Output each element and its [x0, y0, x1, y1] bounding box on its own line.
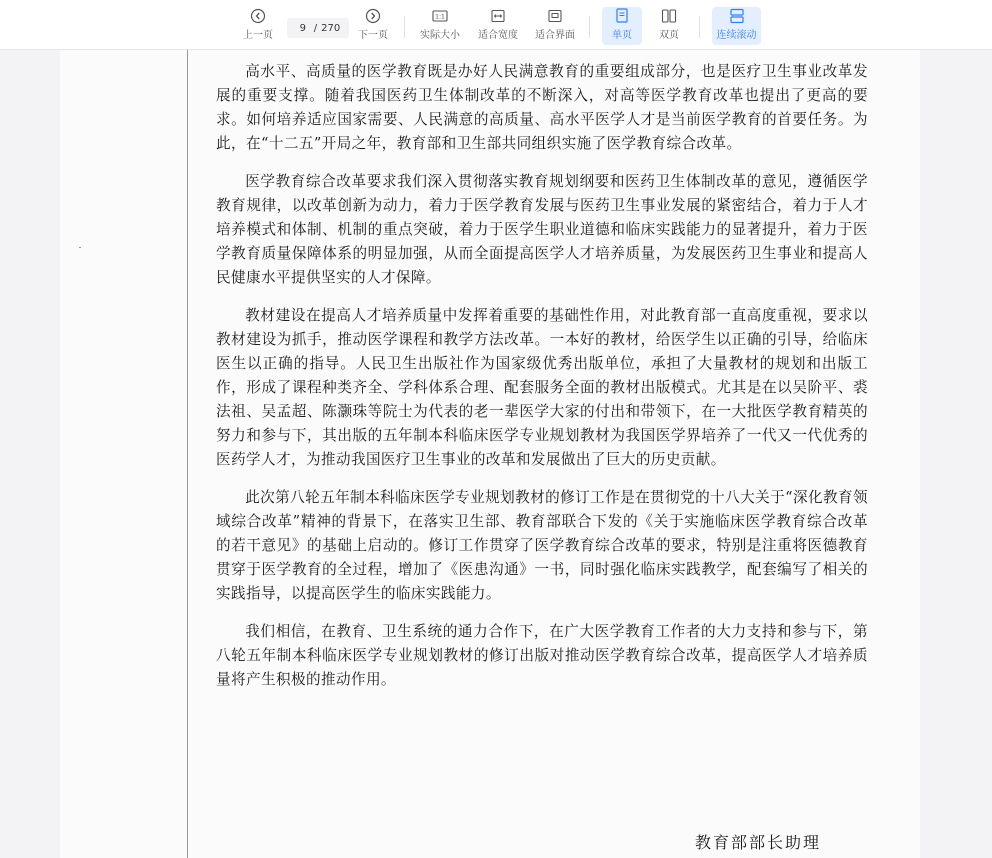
- paragraph: 医学教育综合改革要求我们深入贯彻落实教育规划纲要和医药卫生体制改革的意见，遵循医学教育规律，以改革创新为动力，着力于医学教育发展与医药卫生事业发展的紧密结合，着力于人才培养模式和体制、机制的重点突破，着力于医学生职业道德和临床实践能力的显著提升，着力于医学教育质量保障体系的明显加强，从而全面提高医学人才培养质量，为发展医药卫生事业和提高人民健康水平提供坚实的人才保障。: [216, 173, 868, 286]
- continuous-scroll-label: 连续滚动: [716, 30, 757, 41]
- fit-width-label: 适合宽度: [478, 30, 518, 41]
- actual-size-icon: [432, 7, 448, 25]
- paragraph: 此次第八轮五年制本科临床医学专业规划教材的修订工作是在贯彻党的十八大关于“深化教育领域综合改革”精神的背景下，在落实卫生部、教育部联合下发的《关于实施临床医学教育综合改革的若干意见》的基础上启动的。修订工作贯穿了医学教育综合改革的要求，特别是注重将医德教育贯穿于医学教育的全过程，增加了《医患沟通》一书，同时强化临床实践教学，配套编写了相关的实践指导，以提高医学生的临床实践能力。: [216, 489, 868, 602]
- paragraph: 教材建设在提高人才培养质量中发挥着重要的基础性作用，对此教育部一直高度重视，要求以教材建设为抓手，推动医学课程和教学方法改革。一本好的教材，给医学生以正确的引导，给临床医生以正确的指导。人民卫生出版社作为国家级优秀出版单位，承担了大量教材的规划和出版工作，形成了课程种类齐全、学科体系合理、配套服务全面的教材出版模式。尤其是在以吴阶平、裘法祖、吴孟超、陈灏珠等院士为代表的老一辈医学大家的付出和带领下，在一大批医学教育精英的努力和参与下，其出版的五年制本科临床医学专业规划教材为我国医学界培养了一代又一代优秀的医药学人才，为推动我国医疗卫生事业的改革和发展做出了巨大的历史贡献。: [216, 307, 868, 468]
- double-page-label: 双页: [659, 30, 679, 41]
- actual-size-button[interactable]: [417, 7, 463, 45]
- fit-page-label: 适合界面: [535, 30, 575, 41]
- document-page: [60, 50, 920, 858]
- toolbar-divider: [404, 16, 405, 38]
- scan-speck: [79, 247, 81, 248]
- paragraph: 高水平、高质量的医学教育既是办好人民满意教育的重要组成部分，也是医疗卫生事业改革发展的重要支撑。随着我国医药卫生体制改革的不断深入，对高等医学教育改革也提出了更高的要求。如何培养适应国家需要、人民满意的高质量、高水平医学人才是当前医学教育的首要任务。为此，在“十二五”开局之年，教育部和卫生部共同组织实施了医学教育综合改革。: [216, 63, 868, 152]
- continuous-scroll-button[interactable]: [712, 7, 761, 45]
- continuous-scroll-icon: [729, 7, 745, 25]
- actual-size-label: 实际大小: [420, 30, 460, 41]
- svg-text:1:1: 1:1: [435, 13, 445, 21]
- double-page-button[interactable]: [651, 7, 687, 45]
- chevron-left-circle-icon: [250, 7, 266, 25]
- current-page-input[interactable]: [296, 23, 310, 34]
- toolbar-divider: [589, 16, 590, 38]
- toolbar-divider: [699, 16, 700, 38]
- fit-width-button[interactable]: [475, 7, 521, 45]
- prev-page-label: 上一页: [243, 30, 273, 41]
- fit-page-icon: [547, 7, 563, 25]
- total-pages: 270: [321, 22, 341, 34]
- prev-page-button[interactable]: [240, 7, 276, 45]
- fit-page-button[interactable]: [532, 7, 578, 45]
- viewer-toolbar: [0, 0, 992, 50]
- page-separator: /: [313, 22, 318, 34]
- document-viewport[interactable]: [0, 50, 992, 858]
- paragraph: 我们相信，在教育、卫生系统的通力合作下，在广大医学教育工作者的大力支持和参与下，第八轮五年制本科临床医学专业规划教材的修订出版对推动医学教育综合改革，提高医学人才培养质量将产生积极的推动作用。: [216, 623, 868, 688]
- page-indicator: [287, 18, 349, 38]
- page-body: [216, 60, 868, 706]
- single-page-icon: [615, 7, 629, 25]
- double-page-icon: [661, 7, 677, 25]
- scan-margin-line: [187, 50, 188, 858]
- next-page-button[interactable]: [355, 7, 391, 45]
- signature-title: 教育部部长助理: [695, 833, 822, 852]
- single-page-button[interactable]: [602, 7, 642, 45]
- single-page-label: 单页: [612, 30, 632, 41]
- fit-width-icon: [490, 7, 506, 25]
- chevron-right-circle-icon: [365, 7, 381, 25]
- next-page-label: 下一页: [358, 30, 388, 41]
